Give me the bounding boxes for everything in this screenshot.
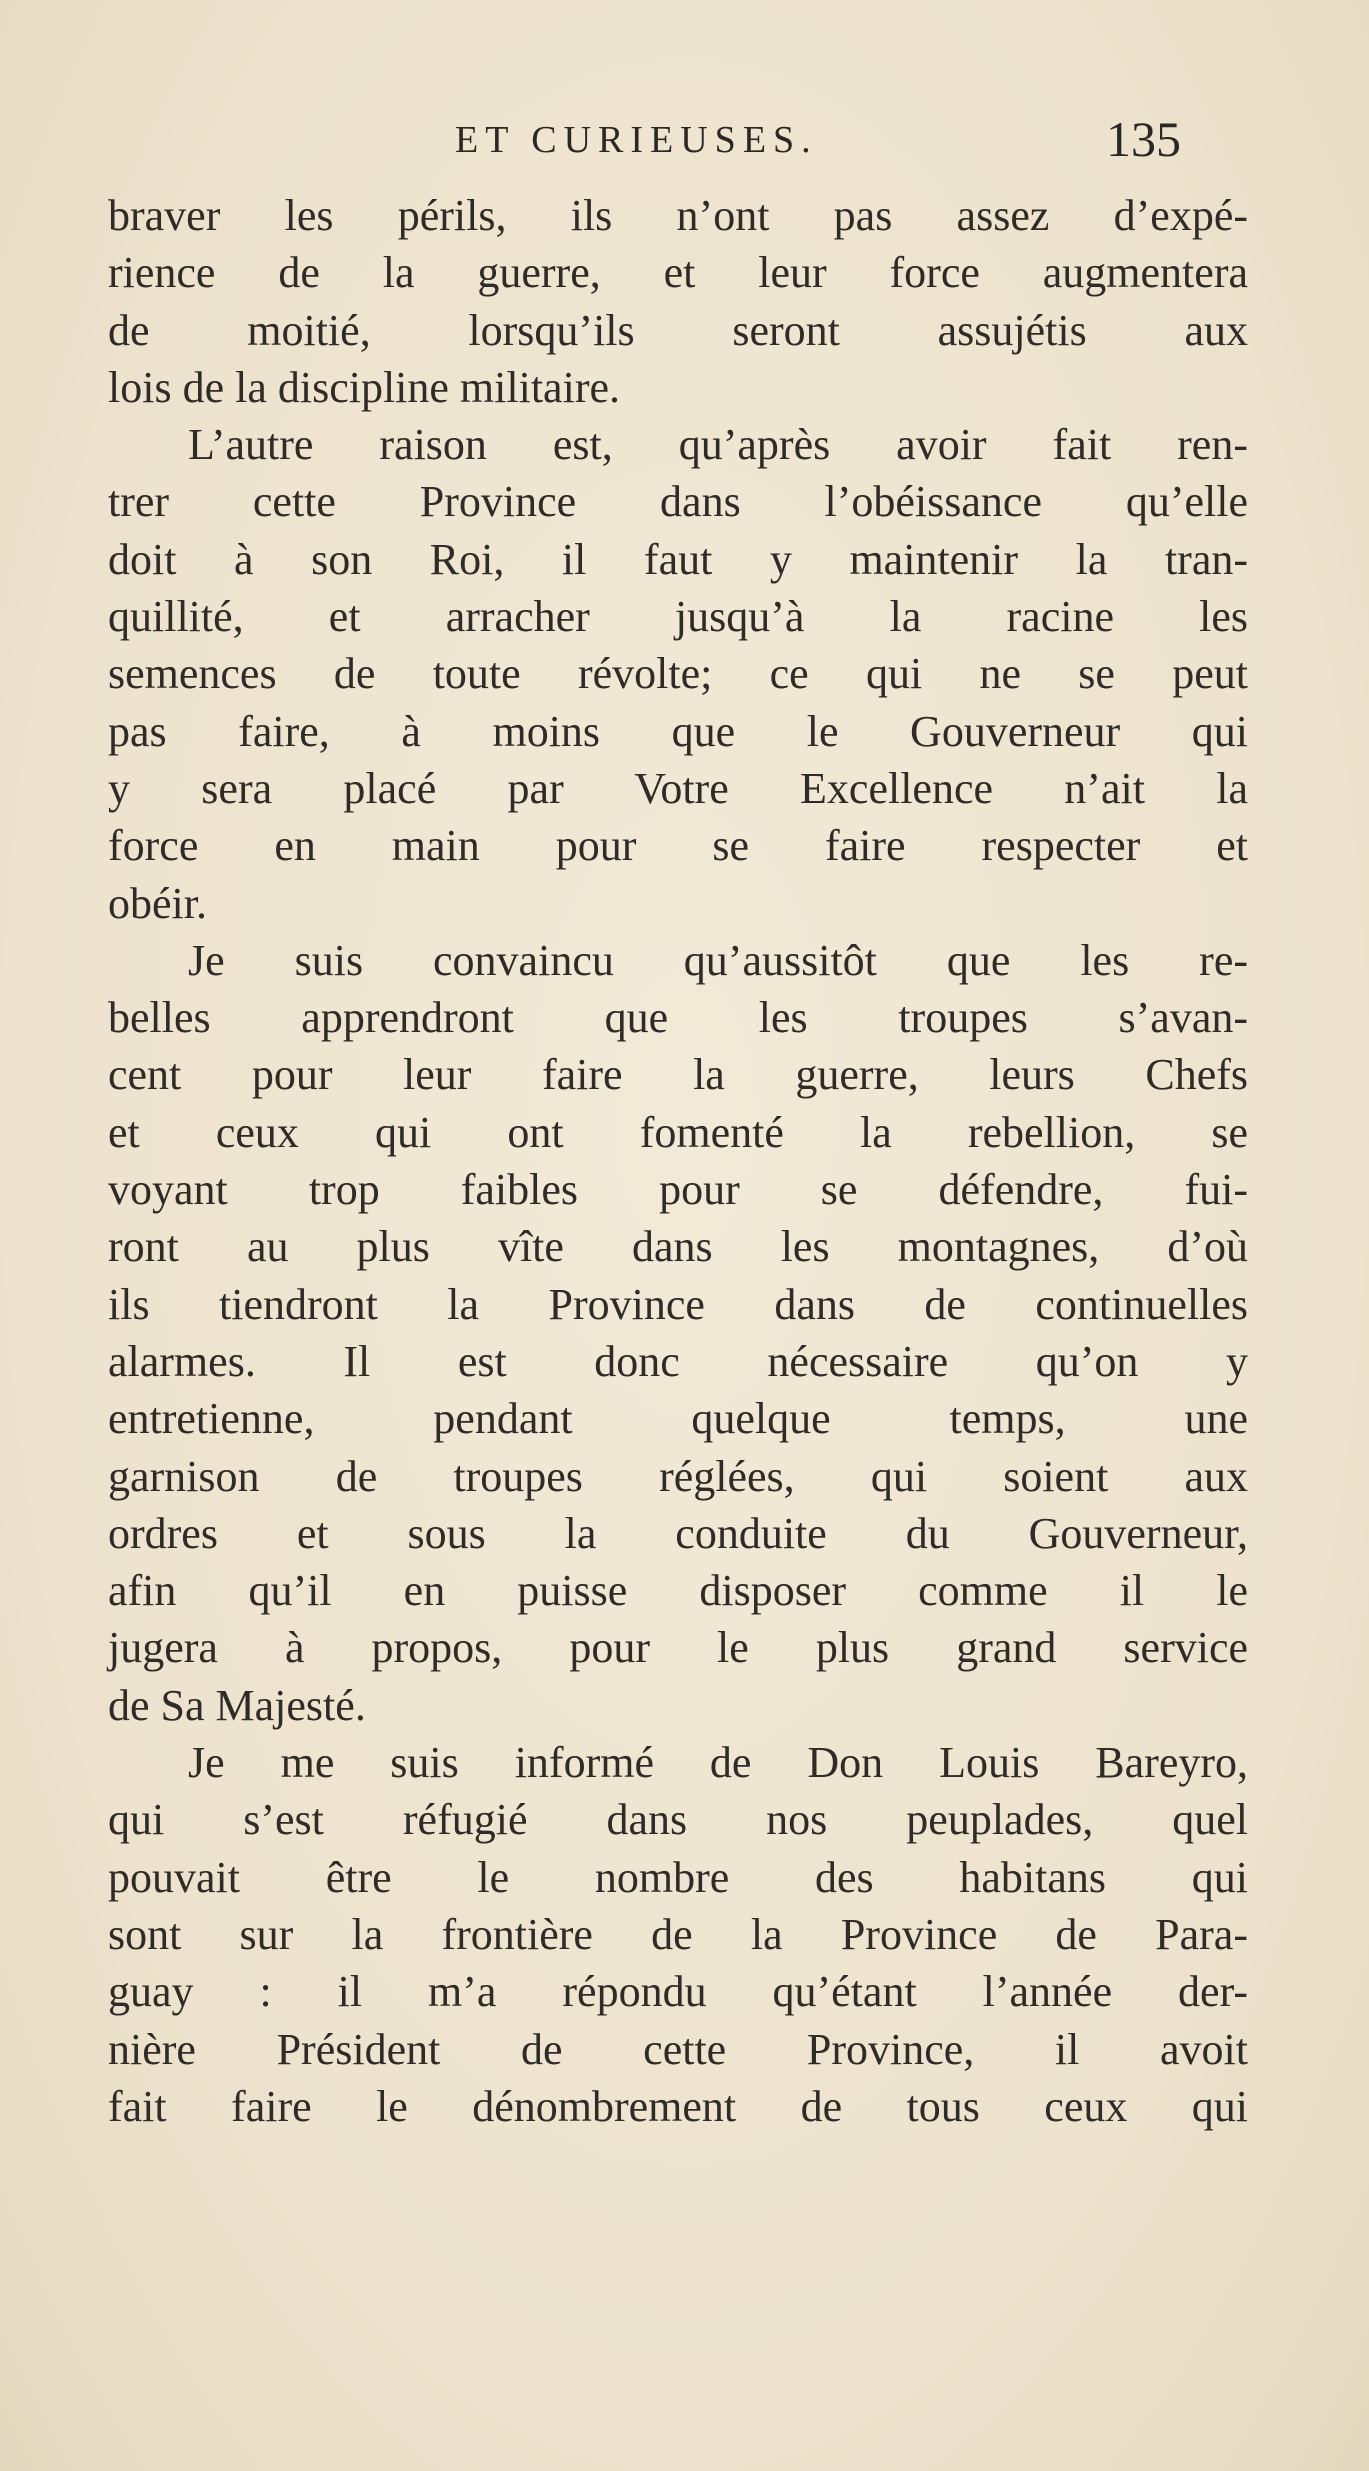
text-line: fait faire le dénombrement de tous ceux qui: [108, 2081, 1248, 2131]
text-line: cent pour leur faire la guerre, leurs Chefs: [108, 1050, 1248, 1100]
text-line: pouvait être le nombre des habitans qui: [108, 1852, 1248, 1902]
text-line: obéir.: [108, 878, 207, 928]
text-line: quillité, et arracher jusqu’à la racine les: [108, 592, 1248, 642]
page-header: [0, 111, 1369, 178]
text-line: et ceux qui ont fomenté la rebellion, se: [108, 1107, 1248, 1157]
text-line: alarmes. Il est donc nécessaire qu’on y: [108, 1336, 1248, 1386]
page-number: 135: [1106, 111, 1181, 167]
text-line: pas faire, à moins que le Gouverneur qui: [108, 706, 1248, 756]
text-line: L’autre raison est, qu’après avoir fait ren-: [188, 420, 1248, 470]
text-line: force en main pour se faire respecter et: [108, 821, 1248, 871]
text-line: semences de toute révolte; ce qui ne se peut: [108, 649, 1248, 699]
body-text: [108, 187, 1248, 2135]
text-line: Je me suis informé de Don Louis Bareyro,: [188, 1738, 1248, 1788]
text-line: qui s’est réfugié dans nos peuplades, quel: [108, 1795, 1248, 1845]
text-line: entretienne, pendant quelque temps, une: [108, 1394, 1248, 1444]
text-line: afin qu’il en puisse disposer comme il le: [108, 1566, 1248, 1616]
text-line: de Sa Majesté.: [108, 1680, 366, 1730]
text-line: voyant trop faibles pour se défendre, fui-: [108, 1165, 1248, 1215]
text-line: Je suis convaincu qu’aussitôt que les re-: [188, 935, 1248, 985]
text-line: lois de la discipline militaire.: [108, 362, 620, 412]
running-head: ET CURIEUSES.: [455, 119, 818, 161]
text-line: braver les périls, ils n’ont pas assez d’expé-: [108, 191, 1248, 240]
text-line: ordres et sous la conduite du Gouverneur,: [108, 1508, 1248, 1558]
text-line: ils tiendront la Province dans de continuelles: [108, 1279, 1248, 1329]
text-line: y sera placé par Votre Excellence n’ait la: [108, 763, 1248, 813]
text-line: garnison de troupes réglées, qui soient aux: [108, 1451, 1248, 1501]
text-line: doit à son Roi, il faut y maintenir la tran-: [108, 534, 1248, 584]
text-line: belles apprendront que les troupes s’avan-: [108, 993, 1248, 1043]
text-line: nière Président de cette Province, il avoit: [108, 2024, 1248, 2074]
text-line: rience de la guerre, et leur force augmentera: [108, 248, 1248, 298]
text-line: de moitié, lorsqu’ils seront assujétis aux: [108, 305, 1248, 355]
text-line: ront au plus vîte dans les montagnes, d’où: [108, 1222, 1248, 1272]
text-line: guay : il m’a répondu qu’étant l’année der-: [108, 1967, 1248, 2017]
text-line: jugera à propos, pour le plus grand service: [108, 1623, 1248, 1673]
text-line: sont sur la frontière de la Province de Para-: [108, 1909, 1248, 1959]
text-line: trer cette Province dans l’obéissance qu’elle: [108, 477, 1248, 527]
